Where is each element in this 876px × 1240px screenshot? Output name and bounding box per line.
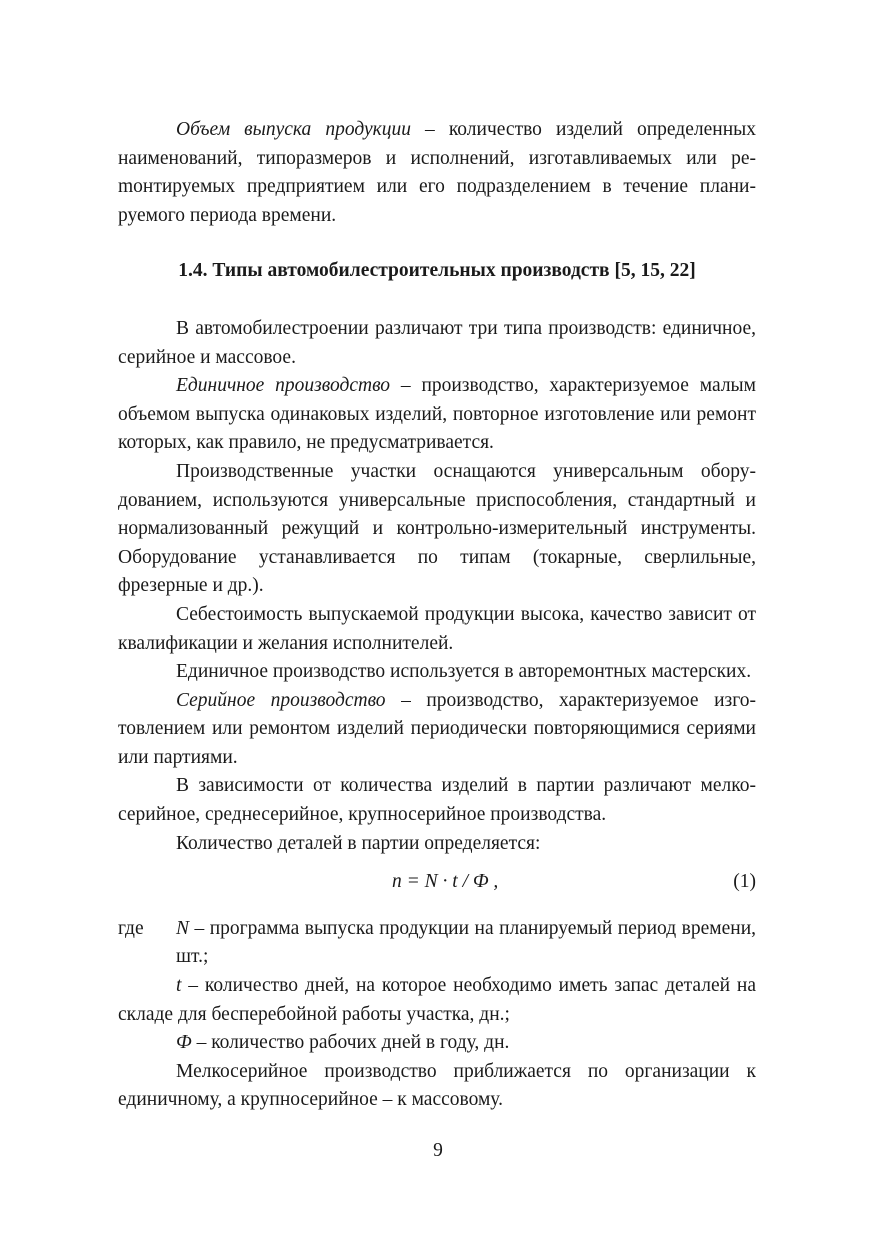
- serial-production-term: Серийное производство: [176, 689, 386, 711]
- paragraph-single-production: [118, 372, 756, 458]
- where-word: где: [118, 917, 144, 939]
- paragraph-production-types: В автомобилестроении различают три типа производств: единичное, серийное и массовое.: [118, 317, 756, 368]
- section-heading: 1.4. Типы автомобилестроительных производств [5, 15, 22]: [178, 260, 696, 282]
- formula-number: (1): [733, 871, 756, 893]
- paragraph-batch-quantity: Количество деталей в партии определяется:: [176, 832, 541, 854]
- page-body: [118, 116, 756, 1115]
- t-definition: – количество дней, на которое необходимо иметь запас деталей на складе для бесперебойной работы участка, дн.;: [118, 975, 756, 1025]
- intro-text: – количество изделий определенных наименований, типоразмеров и исполнений, изготавливаемых или реmонтируемых предприятием или его подразделением в течение планируемого периода времени.: [118, 119, 756, 226]
- paragraph-serial-production: [118, 687, 756, 773]
- where-n-row: [118, 915, 756, 972]
- serial-production-text: – производство, характеризуемое изготовлением или ремонтом изделий периодически повторяющимися сериями или партиями.: [118, 689, 756, 768]
- where-f-paragraph: [118, 1029, 756, 1058]
- formula-1: [118, 868, 756, 897]
- paragraph-cost: Себестоимость выпускаемой продукции высока, качество зависит от квалификации и желания исполнителей.: [118, 603, 756, 654]
- paragraph-repair-shops: Единичное производство используется в авторемонтных мастерских.: [176, 661, 752, 683]
- where-n-text: [176, 915, 756, 972]
- page-number: 9: [433, 1140, 443, 1161]
- symbol-f: Ф: [176, 1032, 192, 1054]
- intro-term: Объем выпуска продукции: [176, 119, 411, 140]
- intro-paragraph: [118, 116, 756, 230]
- paragraph-batch-types: В зависимости от количества изделий в партии различают мелкосерийное, среднесерийное, крупносерийное производства.: [118, 775, 756, 826]
- f-definition: – количество рабочих дней в году, дн.: [191, 1032, 510, 1054]
- single-production-term: Единичное производство: [176, 375, 391, 397]
- paragraph-equipment: Производственные участки оснащаются универсальным оборудованием, используются универсальные приспособления, стандартный и нормализованный режущий и контрольно-измерительный инструменты. Оборудование устанавливается по типам (токарные, сверлильные, фрезерные и др.).: [118, 460, 756, 597]
- n-definition: – программа выпуска продукции на планируемый период времени, шт.;: [176, 917, 756, 968]
- paragraph-closing: Мелкосерийное производство приближается по организации к единичному, а крупносерийное – к массовому.: [118, 1060, 756, 1111]
- symbol-t: t: [176, 975, 182, 997]
- where-t-paragraph: [118, 972, 756, 1029]
- formula-expression: n = N · t / Ф ,: [392, 871, 499, 893]
- symbol-n: N: [176, 917, 190, 939]
- single-production-text: – производство, характеризуемое малым объемом выпуска одинаковых изделий, повторное изготовление или ремонт которых, как правило, не предусматривается.: [118, 375, 756, 454]
